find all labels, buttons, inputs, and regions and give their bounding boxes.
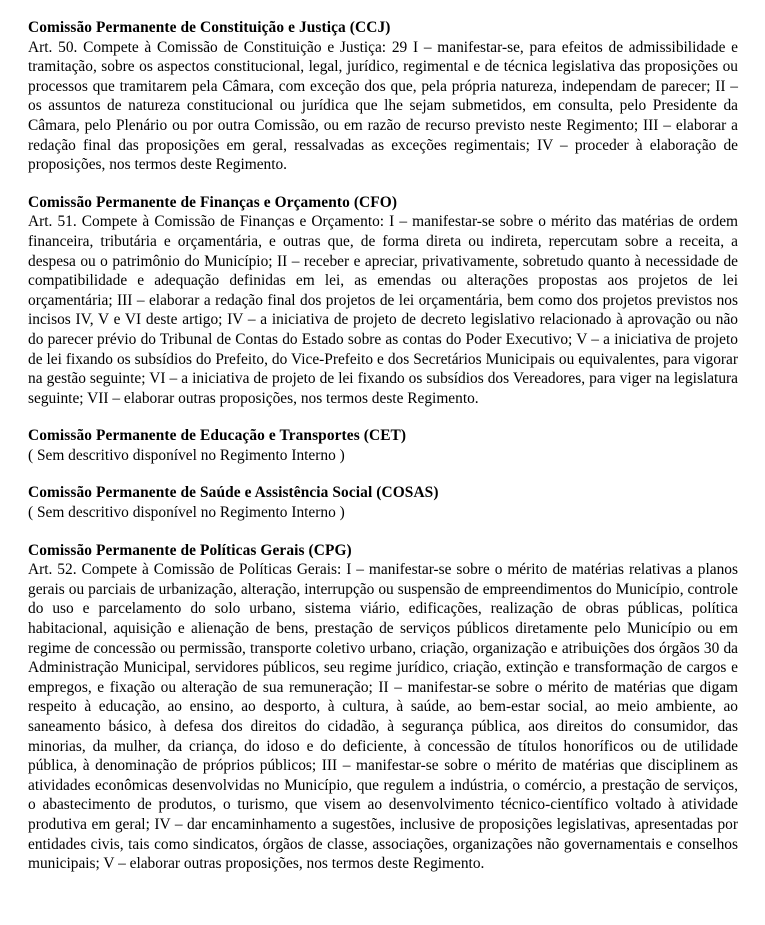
section-text-cfo: Art. 51. Compete à Comissão de Finanças e Orçamento: I – manifestar-se sobre o mérito das matérias de ordem financeira, tributária e orçamentária, e outras que, de forma direta ou indireta, repercutam sobre a receita, a despesa ou o patrimônio do Município; II – receber e apreciar, privativamente, sobretudo quanto à necessidade de compatibilidade e adequação definidas em lei, as emendas ou alterações propostas aos projetos de lei orçamentária; III – elaborar a redação final dos projetos de lei orçamentária, bem como dos projetos previstos nos incisos IV, V e VI deste artigo; IV – a iniciativa de projeto de decreto legislativo relacionado à aprovação ou não do parecer prévio do Tribunal de Contas do Estado sobre as contas do Poder Executivo; V – a iniciativa de projeto de lei fixando os subsídios do Prefeito, do Vice-Prefeito e dos Secretários Municipais ou equivalentes, para vigorar na gestão seguinte; VI – a iniciativa de projeto de lei fixando os subsídios dos Vereadores, para viger na legislatura seguinte; VII – elaborar outras proposições, nos termos deste Regimento. bbox=[28, 213, 738, 407]
section-cet bbox=[28, 426, 738, 465]
section-heading-ccj: Comissão Permanente de Constituição e Justiça (CCJ) bbox=[28, 19, 391, 36]
section-text-cpg: Art. 52. Compete à Comissão de Políticas Gerais: I – manifestar-se sobre o mérito de matérias relativas a planos gerais ou parciais de urbanização, alteração, interrupção ou suspensão de empreendimentos do Município, controle do uso e parcelamento do solo urbano, sistema viário, edificações, realização de obras públicas, política habitacional, aquisição e alienação de bens, prestação de serviços públicos diretamente pelo Município ou em regime de concessão ou permissão, transporte coletivo urbano, criação, organização e atribuições dos órgãos 30 da Administração Municipal, servidores públicos, seu regime jurídico, criação, extinção e transformação de cargos e empregos, e fixação ou alteração de sua remuneração; II – manifestar-se sobre o mérito de matérias que digam respeito à educação, ao ensino, ao desporto, à cultura, à saúde, ao bem-estar social, ao meio ambiente, ao saneamento básico, à defesa dos direitos do cidadão, à segurança pública, aos direitos do consumidor, das minorias, da mulher, da criança, do idoso e do deficiente, à concessão de títulos honoríficos ou de utilidade pública, à denominação de próprios públicos; III – manifestar-se sobre o mérito de matérias que disciplinem as atividades econômicas desenvolvidas no Município, que regulem a indústria, o comércio, a prestação de serviços, o abastecimento de produtos, o turismo, que visem ao desenvolvimento técnico-científico voltado à atividade produtiva em geral; IV – dar encaminhamento a sugestões, inclusive de proposições legislativas, apresentadas por entidades civis, tais como sindicatos, órgãos de classe, associações, organizações não governamentais e conselhos municipais; V – elaborar outras proposições, nos termos deste Regimento. bbox=[28, 561, 738, 873]
section-ccj bbox=[28, 18, 738, 175]
document-body bbox=[28, 18, 738, 874]
section-text-cet: ( Sem descritivo disponível no Regimento Interno ) bbox=[28, 446, 345, 464]
section-cosas bbox=[28, 483, 738, 522]
section-heading-cet: Comissão Permanente de Educação e Transportes (CET) bbox=[28, 427, 407, 445]
section-cfo bbox=[28, 193, 738, 409]
section-heading-cfo: Comissão Permanente de Finanças e Orçamento (CFO) bbox=[28, 193, 398, 211]
section-text-ccj: Art. 50. Compete à Comissão de Constituição e Justiça: 29 I – manifestar-se, para efeitos de admissibilidade e tramitação, sobre os aspectos constitucional, legal, jurídico, regimental e de técnica legislativa das proposições ou processos que tramitarem pela Câmara, com exceção dos que, pela própria natureza, independam de parecer; II – os assuntos de natureza constitucional ou jurídica que lhe sejam submetidos, em consulta, pelo Presidente da Câmara, pelo Plenário ou por outra Comissão, ou em razão de recurso previsto neste Regimento; III – elaborar a redação final das proposições em geral, ressalvadas as exceções regimentais; IV – proceder à elaboração de proposições, nos termos deste Regimento. bbox=[28, 38, 738, 174]
section-heading-cpg: Comissão Permanente de Políticas Gerais (CPG) bbox=[28, 541, 352, 559]
section-text-cosas: ( Sem descritivo disponível no Regimento Interno ) bbox=[28, 504, 345, 522]
section-heading-cosas: Comissão Permanente de Saúde e Assistência Social (COSAS) bbox=[28, 484, 439, 502]
section-cpg bbox=[28, 541, 738, 874]
